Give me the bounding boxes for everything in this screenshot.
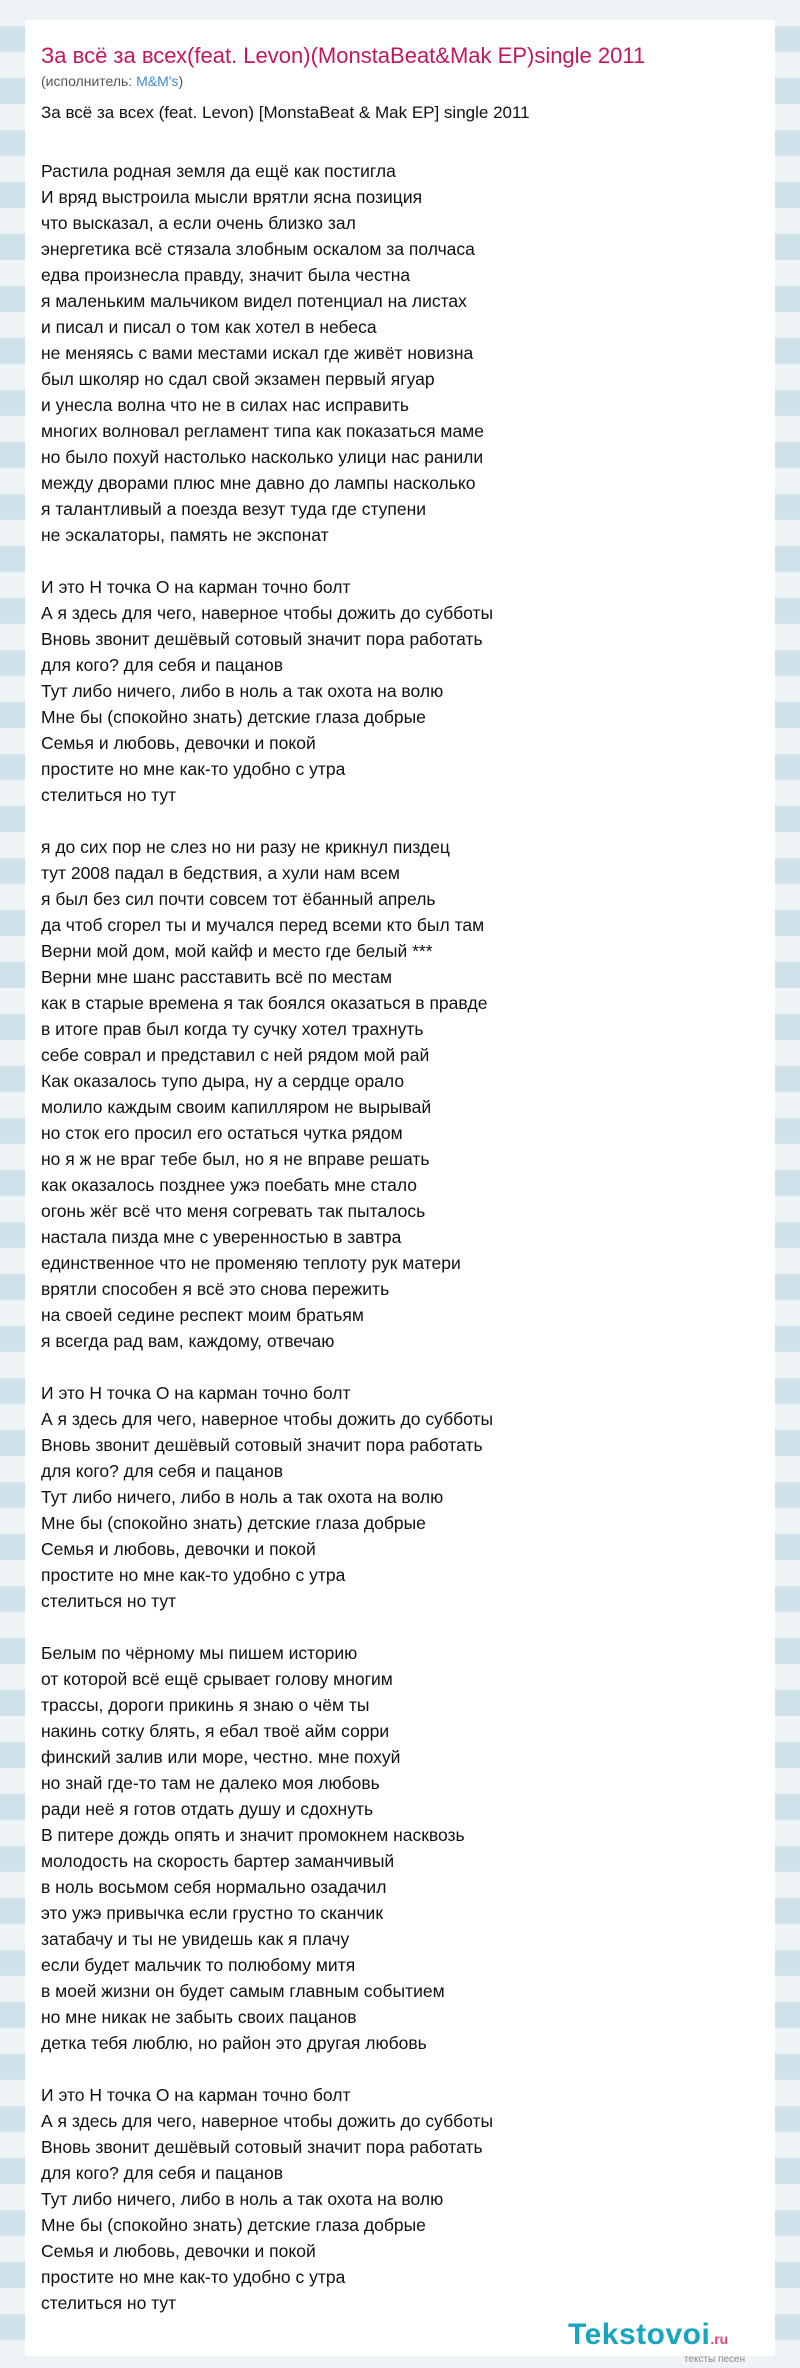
lyric-line: Тут либо ничего, либо в ноль а так охота на волю (41, 681, 444, 701)
song-subheading: За всё за всех (feat. Levon) [MonstaBeat & Mak EP] single 2011 (41, 103, 530, 122)
lyric-line: простите но мне как-то удобно с утра (41, 2267, 346, 2287)
lyric-line: Мне бы (спокойно знать) детские глаза добрые (41, 2215, 426, 2235)
lyric-line: но я ж не враг тебе был, но я не вправе решать (41, 1149, 430, 1169)
lyric-line: Тут либо ничего, либо в ноль а так охота на волю (41, 2189, 444, 2209)
lyric-line: я был без сил почти совсем тот ёбанный апрель (41, 889, 436, 909)
lyric-line: А я здесь для чего, наверное чтобы дожить до субботы (41, 603, 494, 623)
lyric-line: Вновь звонит дешёвый сотовый значит пора работать (41, 2137, 483, 2157)
lyric-line: финский залив или море, честно. мне похуй (41, 1747, 401, 1767)
stanza-gap (41, 1354, 761, 1380)
lyric-line: для кого? для себя и пацанов (41, 655, 283, 675)
lyric-line: молодость на скорость бартер заманчивый (41, 1851, 395, 1871)
lyric-line: Семья и любовь, девочки и покой (41, 733, 316, 753)
lyric-line: я всегда рад вам, каждому, отвечаю (41, 1331, 335, 1351)
lyric-line: на своей седине респект моим братьям (41, 1305, 364, 1325)
lyric-line: стелиться но тут (41, 1591, 177, 1611)
stanza-gap (41, 2056, 761, 2082)
lyric-line: И это Н точка О на карман точно болт (41, 2085, 351, 2105)
lyric-line: между дворами плюс мне давно до лампы насколько (41, 473, 476, 493)
lyric-line: детка тебя люблю, но район это другая любовь (41, 2033, 427, 2053)
lyric-line: как оказалось позднее ужэ поебать мне стало (41, 1175, 417, 1195)
lyric-line: Вновь звонит дешёвый сотовый значит пора работать (41, 629, 483, 649)
lyric-line: в моей жизни он будет самым главным событием (41, 1981, 445, 2001)
lyric-line: Семья и любовь, девочки и покой (41, 1539, 316, 1559)
lyric-line: Вновь звонит дешёвый сотовый значит пора работать (41, 1435, 483, 1455)
site-logo[interactable] (568, 2318, 768, 2368)
lyric-line: но знай где-то там не далеко моя любовь (41, 1773, 380, 1793)
logo-tld: .ru (710, 2331, 729, 2347)
artist-line (41, 72, 183, 90)
lyric-line: многих волновал регламент типа как показаться маме (41, 421, 484, 441)
lyric-line: но было похуй настолько насколько улици нас ранили (41, 447, 484, 467)
logo-name: Tekstovoi (568, 2318, 711, 2351)
lyric-line: от которой всё ещё срывает голову многим (41, 1669, 393, 1689)
lyric-line: тут 2008 падал в бедствия, а хули нам всем (41, 863, 400, 883)
lyric-line: если будет мальчик то полюбому митя (41, 1955, 356, 1975)
artist-link[interactable]: M&M's (136, 73, 179, 89)
lyric-line: да чтоб сгорел ты и мучался перед всеми кто был там (41, 915, 485, 935)
lyric-line: не эскалаторы, память не экспонат (41, 525, 329, 545)
lyric-line: энергетика всё стязала злобным оскалом за полчаса (41, 239, 475, 259)
lyric-line: Белым по чёрному мы пишем историю (41, 1643, 358, 1663)
lyrics-body (41, 158, 761, 2316)
lyric-line: я талантливый а поезда везут туда где ступени (41, 499, 427, 519)
lyric-line: Мне бы (спокойно знать) детские глаза добрые (41, 707, 426, 727)
lyric-line: я маленьким мальчиком видел потенциал на листах (41, 291, 467, 311)
lyric-line: Растила родная земля да ещё как постигла (41, 161, 396, 181)
lyric-line: Тут либо ничего, либо в ноль а так охота на волю (41, 1487, 444, 1507)
logo-wordmark (568, 2318, 728, 2356)
lyric-line: и писал и писал о том как хотел в небеса (41, 317, 377, 337)
lyric-line: едва произнесла правду, значит была честна (41, 265, 411, 285)
lyric-line: в ноль восьмом себя нормально озадачил (41, 1877, 387, 1897)
lyric-line: И вряд выстроила мысли врятли ясна позиция (41, 187, 423, 207)
lyric-line: в итоге прав был когда ту сучку хотел трахнуть (41, 1019, 424, 1039)
lyric-line: настала пизда мне с уверенностью в завтра (41, 1227, 402, 1247)
lyric-line: Верни мне шанс расставить всё по местам (41, 967, 392, 987)
lyric-line: Верни мой дом, мой кайф и место где белый *** (41, 941, 433, 961)
artist-prefix: (исполнитель: (41, 73, 137, 89)
stanza-gap (41, 548, 761, 574)
lyrics-card (25, 20, 775, 2365)
lyric-line: простите но мне как-то удобно с утра (41, 759, 346, 779)
lyric-line: это ужэ привычка если грустно то сканчик (41, 1903, 383, 1923)
lyric-line: огонь жёг всё что меня согревать так пыталось (41, 1201, 426, 1221)
lyric-line: единственное что не променяю теплоту рук матери (41, 1253, 461, 1273)
lyric-line: но мне никак не забыть своих пацанов (41, 2007, 357, 2027)
lyric-line: себе соврал и представил с ней рядом мой рай (41, 1045, 430, 1065)
lyric-line: но сток его просил его остаться чутка рядом (41, 1123, 403, 1143)
lyric-line: стелиться но тут (41, 785, 177, 805)
lyric-line: А я здесь для чего, наверное чтобы дожить до субботы (41, 2111, 494, 2131)
lyric-line: и унесла волна что не в силах нас исправить (41, 395, 409, 415)
lyric-line: простите но мне как-то удобно с утра (41, 1565, 346, 1585)
lyric-line: И это Н точка О на карман точно болт (41, 577, 351, 597)
lyric-line: для кого? для себя и пацанов (41, 1461, 283, 1481)
lyric-line: трассы, дороги прикинь я знаю о чём ты (41, 1695, 370, 1715)
lyric-line: Мне бы (спокойно знать) детские глаза добрые (41, 1513, 426, 1533)
lyric-line: Как оказалось тупо дыра, ну а сердце орало (41, 1071, 405, 1091)
lyric-line: стелиться но тут (41, 2293, 177, 2313)
lyric-line: А я здесь для чего, наверное чтобы дожить до субботы (41, 1409, 494, 1429)
lyric-line: накинь сотку блять, я ебал твоё айм сорри (41, 1721, 390, 1741)
lyric-line: как в старые времена я так боялся оказаться в правде (41, 993, 488, 1013)
lyric-line: не меняясь с вами местами искал где живёт новизна (41, 343, 474, 363)
stanza-gap (41, 1614, 761, 1640)
lyric-line: И это Н точка О на карман точно болт (41, 1383, 351, 1403)
lyric-line: врятли способен я всё это снова пережить (41, 1279, 390, 1299)
lyric-line: что высказал, а если очень близко зал (41, 213, 356, 233)
lyric-line: В питере дождь опять и значит промокнем насквозь (41, 1825, 465, 1845)
lyric-line: ради неё я готов отдать душу и сдохнуть (41, 1799, 374, 1819)
lyric-line: я до сих пор не слез но ни разу не крикнул пиздец (41, 837, 450, 857)
lyric-line: затабачу и ты не увидешь как я плачу (41, 1929, 350, 1949)
artist-suffix: ) (178, 73, 184, 89)
page-title: За всё за всех(feat. Levon)(MonstaBeat&Mak EP)single 2011 (41, 43, 646, 68)
lyric-line: молило каждым своим капилляром не вырывай (41, 1097, 432, 1117)
stanza-gap (41, 808, 761, 834)
logo-tagline: тексты песен (684, 2354, 746, 2365)
lyric-line: был школяр но сдал свой экзамен первый ягуар (41, 369, 435, 389)
lyric-line: для кого? для себя и пацанов (41, 2163, 283, 2183)
lyric-line: Семья и любовь, девочки и покой (41, 2241, 316, 2261)
